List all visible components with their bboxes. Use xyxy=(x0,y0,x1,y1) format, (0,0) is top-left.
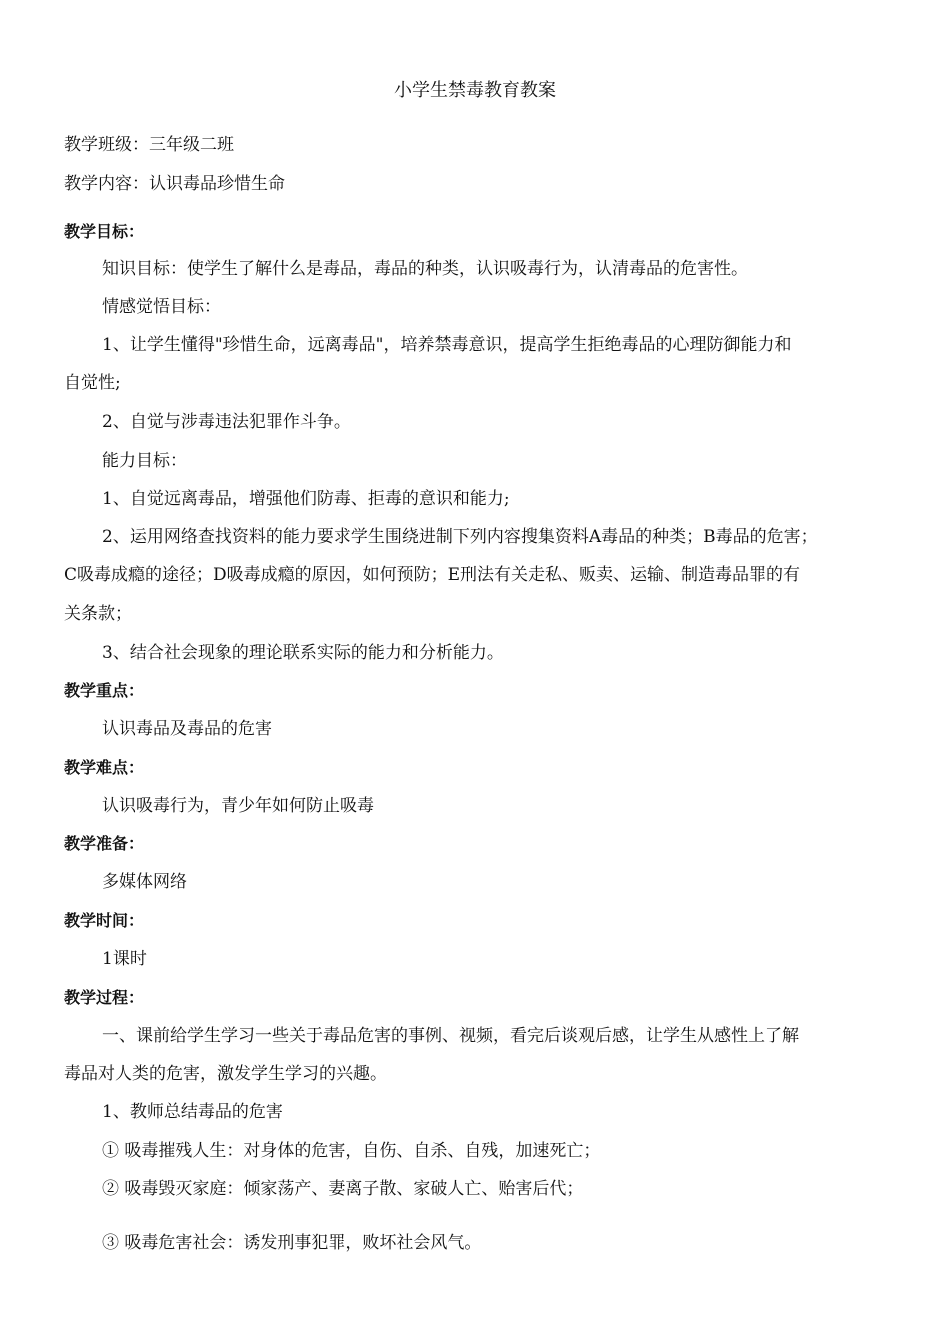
knowledge-goal: 知识目标：使学生了解什么是毒品，毒品的种类，认识吸毒行为，认清毒品的危害性。 xyxy=(102,259,748,279)
process-paragraph-1-cont: 毒品对人类的危害，激发学生学习的兴趣。 xyxy=(64,1064,387,1084)
emotion-goal-2: 2、自觉与涉毒违法犯罪作斗争。 xyxy=(102,412,351,432)
ability-goal-3: 3、结合社会现象的理论联系实际的能力和分析能力。 xyxy=(102,643,504,663)
ability-goal-1: 1、自觉远离毒品，增强他们防毒、拒毒的意识和能力; xyxy=(102,489,510,509)
content-line: 教学内容：认识毒品珍惜生命 xyxy=(64,174,285,194)
ability-goal-2: 2、运用网络查找资料的能力要求学生围绕进制下列内容搜集资料A毒品的种类；B毒品的危害； xyxy=(102,527,818,547)
difficulty-heading: 教学难点： xyxy=(64,758,145,777)
document-title: 小学生禁毒教育教案 xyxy=(394,80,556,101)
goals-heading: 教学目标： xyxy=(64,222,145,241)
process-paragraph-2: 1、教师总结毒品的危害 xyxy=(102,1102,283,1122)
class-line: 教学班级：三年级二班 xyxy=(64,135,234,155)
emotion-goal-1: 1、让学生懂得"珍惜生命，远离毒品"，培养禁毒意识，提高学生拒绝毒品的心理防御能力和 xyxy=(102,335,792,355)
key-point-heading: 教学重点： xyxy=(64,681,145,700)
process-paragraph-1: 一、课前给学生学习一些关于毒品危害的事例、视频，看完后谈观后感，让学生从感性上了解 xyxy=(102,1026,799,1046)
harm-item-2: ② 吸毒毁灭家庭：倾家荡产、妻离子散、家破人亡、贻害后代； xyxy=(102,1179,584,1199)
key-point-text: 认识毒品及毒品的危害 xyxy=(102,719,272,739)
ability-goal-2-cont: C吸毒成瘾的途径；D吸毒成瘾的原因，如何预防；E刑法有关走私、贩卖、运输、制造毒品罪的有 xyxy=(64,565,801,585)
time-text: 1课时 xyxy=(102,949,147,969)
ability-goal-heading: 能力目标： xyxy=(102,451,187,471)
harm-item-3: ③ 吸毒危害社会：诱发刑事犯罪，败坏社会风气。 xyxy=(102,1233,482,1253)
process-heading: 教学过程： xyxy=(64,988,145,1007)
emotion-goal-heading: 情感觉悟目标： xyxy=(102,297,221,317)
harm-item-1: ① 吸毒摧残人生：对身体的危害，自伤、自杀、自残，加速死亡； xyxy=(102,1141,601,1161)
preparation-text: 多媒体网络 xyxy=(102,872,187,892)
ability-goal-2-cont-2: 关条款； xyxy=(64,604,132,624)
preparation-heading: 教学准备： xyxy=(64,834,145,853)
difficulty-text: 认识吸毒行为，青少年如何防止吸毒 xyxy=(102,796,374,816)
emotion-goal-1-cont: 自觉性; xyxy=(64,373,121,393)
time-heading: 教学时间： xyxy=(64,911,145,930)
